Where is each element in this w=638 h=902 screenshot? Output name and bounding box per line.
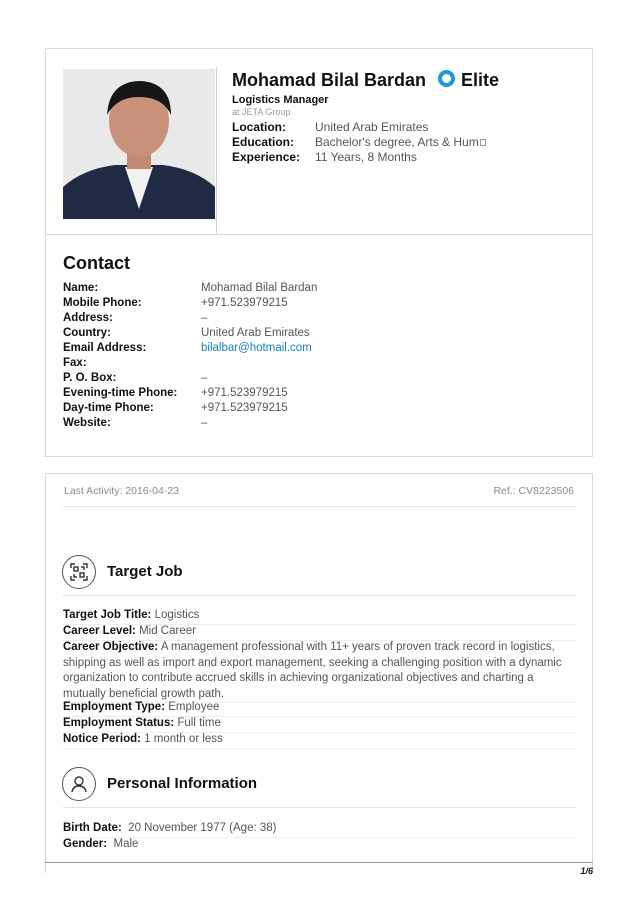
education-value (315, 135, 486, 149)
contact-title: Contact (63, 253, 130, 273)
contact-label: Country: (63, 326, 111, 339)
field-label: Target Job Title: (63, 609, 152, 621)
contact-list (63, 280, 317, 430)
contact-value: – (201, 371, 208, 384)
contact-row-email (63, 340, 317, 355)
contact-row-website (63, 415, 317, 430)
field-value: 1 month or less (144, 733, 223, 745)
contact-row-po-box (63, 370, 317, 385)
field-value: 20 November 1977 (Age: 38) (128, 822, 277, 834)
field-value: Logistics (154, 609, 200, 621)
field-label: Gender: (63, 838, 108, 850)
contact-label: Email Address: (63, 341, 147, 354)
contact-row-day-phone (63, 400, 317, 415)
email-link[interactable]: bilalbar@hotmail.com (201, 341, 312, 354)
contact-label: Address: (63, 311, 113, 324)
employment-status-row (63, 716, 576, 733)
contact-label: Mobile Phone: (63, 296, 142, 309)
divider (63, 506, 576, 507)
field-value: A management professional with 11+ years of proven track record in logistics, shipping as well as import and export management, seeking a challenging position with a dynamic organization to contribute accrued skills in achieving organizational objectives and charting a mutually beneficial growth path. (63, 641, 562, 700)
field-value: Employee (168, 701, 220, 713)
target-job-icon (62, 555, 96, 589)
location-value: United Arab Emirates (315, 120, 429, 134)
contact-value: – (201, 311, 208, 324)
profile-name: Mohamad Bilal Bardan (232, 70, 427, 90)
contact-label: Website: (63, 416, 111, 429)
field-label: Career Level: (63, 625, 136, 637)
contact-row-fax (63, 355, 317, 370)
field-value: Male (113, 838, 139, 850)
contact-label: Evening-time Phone: (63, 386, 178, 399)
profile-header (45, 48, 593, 234)
last-activity: Last Activity: 2016-04-23 (64, 485, 179, 497)
career-level-row (63, 624, 576, 641)
contact-value: – (201, 416, 208, 429)
header-divider (216, 67, 217, 234)
company-name: at JETA Group (232, 107, 291, 117)
contact-section (45, 234, 593, 457)
field-value: Mid Career (139, 625, 196, 637)
location-row (232, 120, 428, 134)
target-job-title: Target Job (107, 563, 183, 580)
job-title: Logistics Manager (232, 94, 329, 106)
education-row (232, 135, 486, 149)
elite-ring-icon (438, 70, 455, 87)
field-label: Notice Period: (63, 733, 141, 745)
contact-row-address (63, 310, 317, 325)
contact-value: United Arab Emirates (201, 326, 310, 339)
contact-value: +971.523979215 (201, 386, 288, 399)
field-label: Career Objective: (63, 641, 159, 653)
expand-tooltip-icon[interactable] (480, 139, 486, 146)
contact-label: Name: (63, 281, 99, 294)
contact-label: P. O. Box: (63, 371, 117, 384)
profile-name-row (232, 70, 499, 91)
personal-info-title: Personal Information (107, 775, 258, 792)
contact-row-mobile (63, 295, 317, 310)
page-number: 1/6 (580, 866, 593, 876)
divider (63, 595, 576, 596)
experience-value: 11 Years, 8 Months (315, 150, 417, 164)
education-label: Education: (232, 135, 294, 149)
field-label: Birth Date: (63, 822, 122, 834)
birth-date-row (63, 821, 576, 838)
contact-row-name (63, 280, 317, 295)
gender-row (63, 837, 576, 853)
contact-value: +971.523979215 (201, 296, 288, 309)
contact-value: +971.523979215 (201, 401, 288, 414)
target-job-title-row (63, 608, 576, 625)
resume-details (45, 473, 593, 873)
field-value: Full time (177, 717, 221, 729)
reference-id: Ref.: CV8223506 (493, 485, 574, 497)
career-objective-row (63, 640, 576, 703)
elite-badge-label: Elite (461, 70, 500, 90)
experience-label: Experience: (232, 150, 301, 164)
contact-row-country (63, 325, 317, 340)
divider (63, 807, 576, 808)
footer-rule (45, 862, 593, 863)
experience-row (232, 150, 417, 164)
profile-photo (63, 69, 215, 219)
location-label: Location: (232, 120, 286, 134)
contact-value: Mohamad Bilal Bardan (201, 281, 318, 294)
contact-row-evening-phone (63, 385, 317, 400)
contact-label: Day-time Phone: (63, 401, 154, 414)
notice-period-row (63, 732, 576, 749)
field-label: Employment Type: (63, 701, 166, 713)
contact-label: Fax: (63, 356, 87, 369)
education-text: Bachelor's degree, Arts & Hum (315, 135, 479, 149)
field-label: Employment Status: (63, 717, 175, 729)
person-icon (62, 767, 96, 801)
employment-type-row (63, 700, 576, 717)
